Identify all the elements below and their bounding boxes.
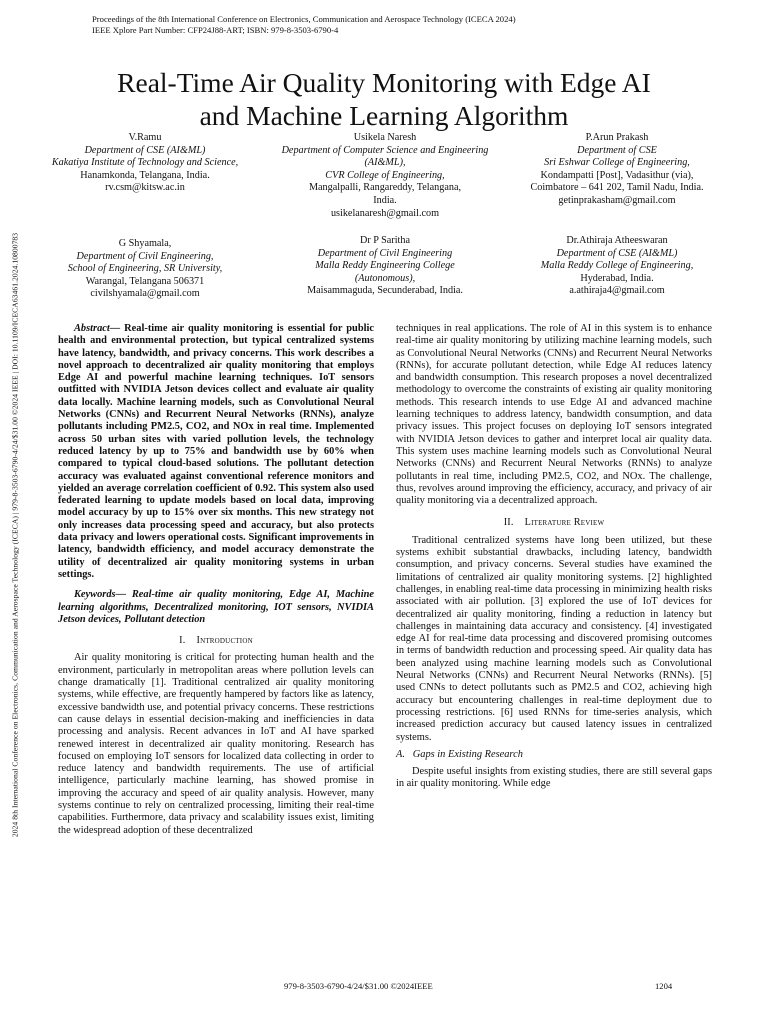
author-institution: Kakatiya Institute of Technology and Science,	[51, 157, 239, 169]
author-name: Usikela Naresh	[353, 132, 417, 143]
author-institution: Sri Eshwar College of Engineering,	[544, 157, 690, 169]
author-address: Mangalpalli, Rangareddy, Telangana,	[308, 182, 462, 194]
abstract-paragraph	[58, 323, 374, 581]
author-dept: Department of CSE (AI&ML)	[84, 144, 206, 156]
title-line-1: Real-Time Air Quality Monitoring with Edge AI	[117, 67, 651, 98]
subsection-heading-gaps	[396, 749, 712, 761]
paper-title	[30, 66, 738, 132]
author-email: rv.csm@kitsw.ac.in	[105, 182, 185, 194]
conference-header	[92, 14, 712, 36]
author-institution: Malla Reddy Engineering College (Autonomous),	[315, 260, 455, 284]
introduction-paragraph: Air quality monitoring is critical for protecting human health and the environment, particularly in metropolitan areas where pollution levels can change dramatically [1]. Traditional centralized air quality monitoring systems, while effective, are frequently hampered by factors like as latency, excessive bandwidth use, and potential privacy concerns. These restrictions can cause delays in essential decision-making and inefficiencies in data processing and analysis. Recent advances in IoT and AI have sparked renewed interest in decentralized air quality monitoring. Research has focused on employing IoT sensors for localized data collecting in order to reduce latency and bandwidth requirements. The use of artificial intelligence, particularly machine learning, has showed promise in improving the accuracy and speed of air quality analysis. However, many systems continue to rely on centralized processing, limiting their real-time capabilities. Furthermore, data privacy and scalability issues exist, limiting the widespread adoption of these decentralized	[58, 652, 374, 836]
author-address: Warangal, Telangana 506371	[85, 275, 205, 287]
author-block-5	[290, 235, 480, 298]
right-column	[396, 323, 712, 791]
keywords-label: Keywords—	[74, 589, 126, 601]
author-block-3	[518, 132, 716, 208]
footer-isbn: 979-8-3503-6790-4/24/$31.00 ©2024IEEE	[284, 981, 433, 991]
section-heading-literature-review	[396, 517, 712, 529]
author-dept: Department of CSE	[577, 144, 657, 156]
left-column	[58, 323, 374, 837]
author-name: Dr P Saritha	[360, 235, 410, 246]
gaps-paragraph: Despite useful insights from existing studies, there are still several gaps in air quality monitoring. While edge	[396, 766, 712, 790]
author-dept: Department of Computer Science and Engineering (AI&ML),	[281, 144, 489, 169]
literature-review-paragraph: Traditional centralized systems have long been utilized, but these systems exhibit substantial drawbacks, including latency, bandwidth consumption, and privacy concerns. Several studies have examined the limitations of centralized air quality monitoring systems. [2] highlighted challenges, in enabling real-time data processing in minimizing health risks associated with air pollution. [3] explored the use of IoT devices for decentralized air quality monitoring, finding a reduction in latency but challenges in maintaining data accuracy and consistency. [4] investigated edge AI for real-time data processing and discovered promising outcomes in terms of bandwidth reduction and processing speed. Air quality data has been analyzed using machine learning models such as Convolutional Neural Networks (CNNs) and Recurrent Neural Networks (RNNs). [5] used CNNs to detect pollutants such as PM2.5 and CO2, achieving high accuracy but encountering challenges in real-time deployment due to processing restrictions. [6] used RNNs for time-series analysis, which increased prediction accuracy but caused latency issues in centralized systems.	[396, 534, 712, 743]
doi-citation-text: 2024 8th International Conference on Electronics, Communication and Aerospace Technology (ICECA) | 979-8-3503-6790-4/24/$31.00 ©2024 IEEE | DOI: 10.1109/ICECA63461.2024.10800783	[10, 232, 20, 838]
author-email: a.athiraja4@gmail.com	[569, 285, 665, 297]
section-number: II.	[503, 517, 514, 529]
author-name: Dr.Athiraja Atheeswaran	[566, 235, 668, 246]
author-name: G Shyamala,	[118, 238, 172, 249]
abstract-text: Real-time air quality monitoring is essential for public health and environmental protection, but typical centralized systems have latency, bandwidth, and privacy concerns. This work describes a novel approach to decentralized air quality monitoring that employs Edge AI and powerful machine learning techniques. IoT sensors outfitted with NVIDIA Jetson devices collect and evaluate air quality data locally. Machine learning models, such as Convolutional Neural Networks (CNNs) and Recurrent Neural Networks (RNNs), analyze pollutants including PM2.5, CO2, and NOx in real time. Implemented across 50 urban sites with varied pollution levels, the technology reduced latency by up to 75% and bandwidth use by 60% when compared to typical cloud-based solutions. The pollutant detection accuracy was evaluated against conventional reference monitors and yielded an average correlation coefficient of 0.92. This system also used federated learning to update models based on local data, improving model accuracy by up to 15% over six months. This new strategy not only increases data processing speed and accuracy, but also protects data privacy and lowers operational costs. Significant improvements in latency, bandwidth efficiency, and model accuracy demonstrate the utility of decentralized air quality monitoring systems in urban settings.	[58, 323, 374, 580]
section-heading-introduction	[58, 635, 374, 647]
author-address: Kondampatti [Post], Vadasithur (via),	[540, 169, 694, 181]
author-name: V.Ramu	[128, 132, 162, 143]
page-number: 1204	[655, 981, 673, 991]
author-name: P.Arun Prakash	[585, 132, 649, 143]
title-line-2: and Machine Learning Algorithm	[199, 100, 569, 131]
section-number: I.	[179, 635, 186, 647]
abstract-label: Abstract—	[74, 323, 121, 334]
author-block-1	[40, 132, 250, 195]
subsection-title: Gaps in Existing Research	[412, 748, 523, 760]
author-address-extra: India.	[373, 194, 397, 206]
keywords-text: Real-time air quality monitoring, Edge AI, Machine learning algorithms, Decentralized monitoring, IOT sensors, NVIDIA Jetson devices, Pollutant detection	[58, 589, 374, 625]
section-title: Literature Review	[524, 517, 605, 529]
author-block-2	[281, 132, 489, 220]
author-email: getinprakasham@gmail.com	[558, 194, 676, 206]
author-address: Maisammaguda, Secunderabad, India.	[307, 285, 463, 297]
author-email: civilshyamala@gmail.com	[90, 288, 200, 300]
author-dept: Department of Civil Engineering	[317, 247, 453, 259]
author-block-6	[522, 235, 712, 298]
header-line-2: IEEE Xplore Part Number: CFP24J88-ART; ISBN: 979-8-3503-6790-4	[92, 25, 339, 35]
author-dept: Department of Civil Engineering,	[76, 250, 214, 262]
keywords-paragraph	[58, 589, 374, 626]
author-email: usikelanaresh@gmail.com	[330, 207, 440, 219]
subsection-label: A.	[396, 748, 405, 760]
author-dept: Department of CSE (AI&ML)	[556, 247, 678, 259]
author-block-4	[44, 238, 246, 301]
side-margin-text	[6, 130, 24, 940]
section-title: Introduction	[196, 635, 253, 647]
header-line-1: Proceedings of the 8th International Conference on Electronics, Communication and Aerospace Technology (ICECA 2024)	[92, 14, 516, 24]
author-address: Hanamkonda, Telangana, India.	[80, 169, 210, 181]
introduction-continued-paragraph: techniques in real applications. The role of AI in this system is to enhance real-time air quality monitoring by utilizing machine learning models, such as Convolutional Neural Networks (CNNs) and Recurrent Neural Networks (RNNs), for accurate pollutant detection, while Edge AI reduces latency and bandwidth consumption. This research proposes a novel decentralized methodology to overcome the constraints of existing air quality monitoring methods. This research intends to use Edge AI and advanced machine learning techniques to address latency, bandwidth consumption, and data privacy issues. This project focuses on deploying IoT sensors integrated with NVIDIA Jetson devices to gather and interpret local air quality data. This system uses machine learning models such as Convolutional Neural Networks (CNNs) and Recurrent Neural Networks (RNNs) to analyze pollutants in real time, including PM2.5, CO2, and NOx. The challenge, thus, revolves around improving the efficiency, accuracy, and privacy of air quality monitoring via a decentralized approach.	[396, 323, 712, 507]
author-institution: School of Engineering, SR University,	[67, 263, 223, 275]
author-address-extra: Coimbatore – 641 202, Tamil Nadu, India.	[530, 182, 704, 194]
author-institution: CVR College of Engineering,	[325, 169, 445, 181]
author-institution: Malla Reddy College of Engineering,	[540, 260, 694, 272]
author-address: Hyderabad, India.	[580, 272, 654, 284]
